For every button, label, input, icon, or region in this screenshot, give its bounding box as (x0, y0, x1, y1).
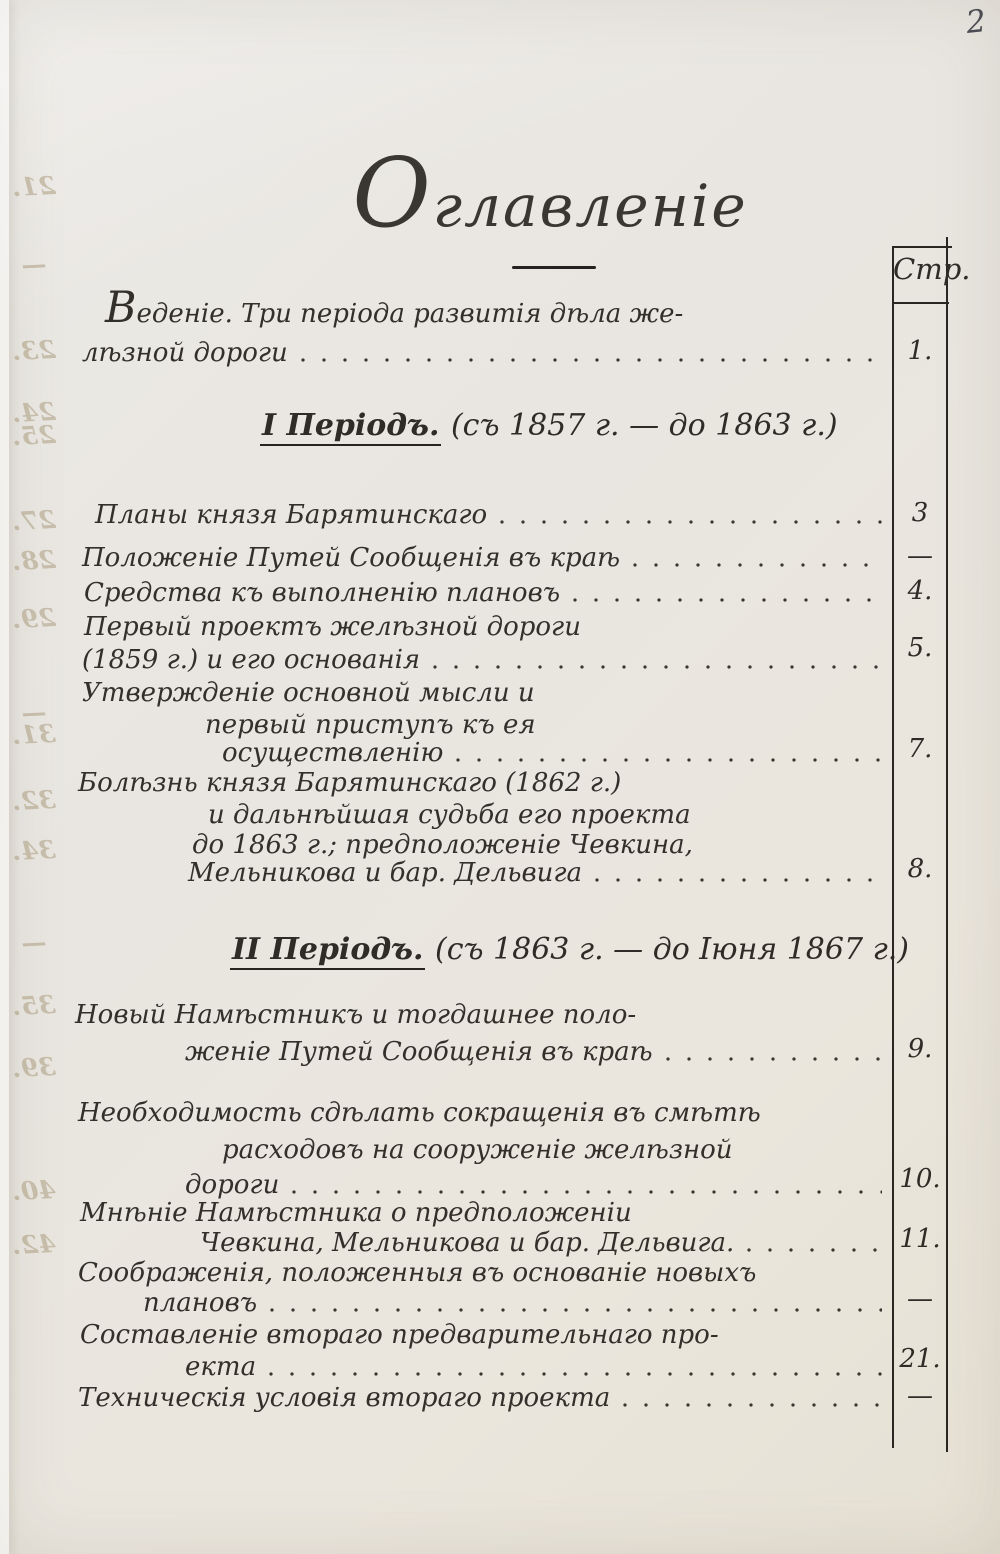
toc-entry: плановъ (143, 1288, 888, 1318)
toc-entry: Положеніе Путей Сообщенія въ краѣ (82, 543, 888, 573)
leader-dots (300, 357, 882, 363)
page-number: — (907, 1284, 933, 1314)
leader-dots (746, 1247, 882, 1253)
leader-dots (665, 1056, 882, 1062)
leader-dots (594, 877, 882, 883)
toc-entry: Болѣзнь князя Барятинскаго (1862 г.) (78, 768, 622, 798)
bleedthrough-number: 21. (11, 170, 57, 203)
section-range: (съ 1863 г. — до Іюня 1867 г.) (435, 932, 910, 967)
bleedthrough-number: 40. (11, 1174, 57, 1207)
page-number: 3 (911, 498, 929, 528)
page-number: 11. (899, 1224, 941, 1254)
toc-entry: (1859 г.) и его основанія (82, 645, 888, 675)
toc-entry: Соображенія, положенныя въ основаніе новыхъ (78, 1258, 757, 1288)
leader-dots (291, 1189, 882, 1195)
toc-entry: Мельникова и бар. Дельвига (188, 858, 888, 888)
page-number: — (907, 541, 933, 571)
toc-entry: Чевкина, Мельникова и бар. Дельвига. (200, 1228, 888, 1258)
page-number: 21. (899, 1344, 941, 1374)
page-number: — (907, 1381, 933, 1411)
page-number: 7. (907, 734, 933, 764)
toc-entry: осуществленію (222, 738, 888, 768)
page-number: 4. (907, 576, 933, 606)
bleedthrough-number: 34. (11, 834, 57, 867)
toc-entry: екта (185, 1352, 888, 1382)
toc-entry: Утвержденіе основной мысли и (82, 678, 535, 708)
column-rule-right (946, 237, 948, 1452)
section-heading-period-1 (260, 408, 838, 443)
section-heading-period-2 (230, 932, 910, 967)
folio-number: 2 (964, 3, 988, 41)
toc-entry: Необходимость сдѣлать сокращенія въ смѣтѣ (78, 1098, 761, 1128)
leader-dots (268, 1371, 882, 1377)
page-number: 8. (907, 854, 933, 884)
toc-entry: Средства къ выполненію плановъ (84, 578, 888, 608)
column-rule-left (892, 246, 894, 1448)
bleedthrough-number: 27. (11, 504, 57, 537)
leader-dots (622, 1402, 882, 1408)
toc-entry: женіе Путей Сообщенія въ краѣ (185, 1037, 888, 1067)
bleedthrough-number: 24. (11, 396, 57, 429)
page-number: 9. (907, 1034, 933, 1064)
title-rule (512, 266, 596, 269)
toc-entry: лѣзной дороги (82, 338, 888, 368)
leader-dots (432, 664, 882, 670)
leader-dots (632, 562, 882, 568)
toc-entry: расходовъ на сооруженіе желѣзной (222, 1135, 733, 1165)
toc-entry: Веденіе. Три періода развитія дѣла же- (105, 283, 684, 333)
bleedthrough-number: — (20, 927, 48, 958)
column-header-box-bottom (892, 302, 949, 304)
bleedthrough-number: 39. (11, 1051, 57, 1084)
leader-dots (572, 597, 882, 603)
toc-entry: дороги (185, 1170, 888, 1200)
bleedthrough-number: 23. (11, 334, 57, 367)
bleedthrough-number: — (20, 697, 48, 728)
page-column-header: Стр. (893, 252, 971, 286)
bleedthrough-number: 31. (11, 718, 57, 751)
bleedthrough-number: — (20, 249, 48, 280)
leader-dots (499, 519, 882, 525)
section-range: (съ 1857 г. — до 1863 г.) (450, 408, 838, 443)
scan-edge (0, 0, 9, 1554)
bleedthrough-number: 25. (11, 419, 57, 452)
toc-entry: до 1863 г.; предположеніе Чевкина, (192, 830, 693, 860)
toc-entry: Техническія условія втораго проекта (78, 1383, 888, 1413)
page-number: 5. (907, 633, 933, 663)
bleedthrough-number: 42. (11, 1228, 57, 1261)
section-label: II Періодъ. (230, 932, 425, 970)
bleedthrough-number: 29. (11, 602, 57, 635)
page-number: 10. (899, 1164, 941, 1194)
bleedthrough-number: 32. (11, 784, 57, 817)
toc-entry: Первый проектъ желѣзной дороги (84, 612, 581, 642)
toc-entry: и дальнѣйшая судьба его проекта (208, 800, 691, 830)
toc-entry: Мнѣніе Намѣстника о предположеніи (80, 1198, 632, 1228)
page-number: 1. (907, 336, 933, 366)
leader-dots (455, 757, 882, 763)
bleedthrough-number: 35. (11, 989, 57, 1022)
toc-entry: Новый Намѣстникъ и тогдашнее поло- (75, 1000, 637, 1030)
toc-entry: Планы князя Барятинскаго (95, 500, 888, 530)
toc-entry: первый приступъ къ ея (205, 710, 536, 740)
document-title: Оглавленіе (352, 137, 748, 249)
bleedthrough-number: 28. (11, 544, 57, 577)
section-label: I Періодъ. (260, 408, 441, 446)
toc-entry: Составленіе втораго предварительнаго про- (80, 1320, 719, 1350)
column-header-box-top (892, 246, 952, 248)
leader-dots (269, 1307, 882, 1313)
